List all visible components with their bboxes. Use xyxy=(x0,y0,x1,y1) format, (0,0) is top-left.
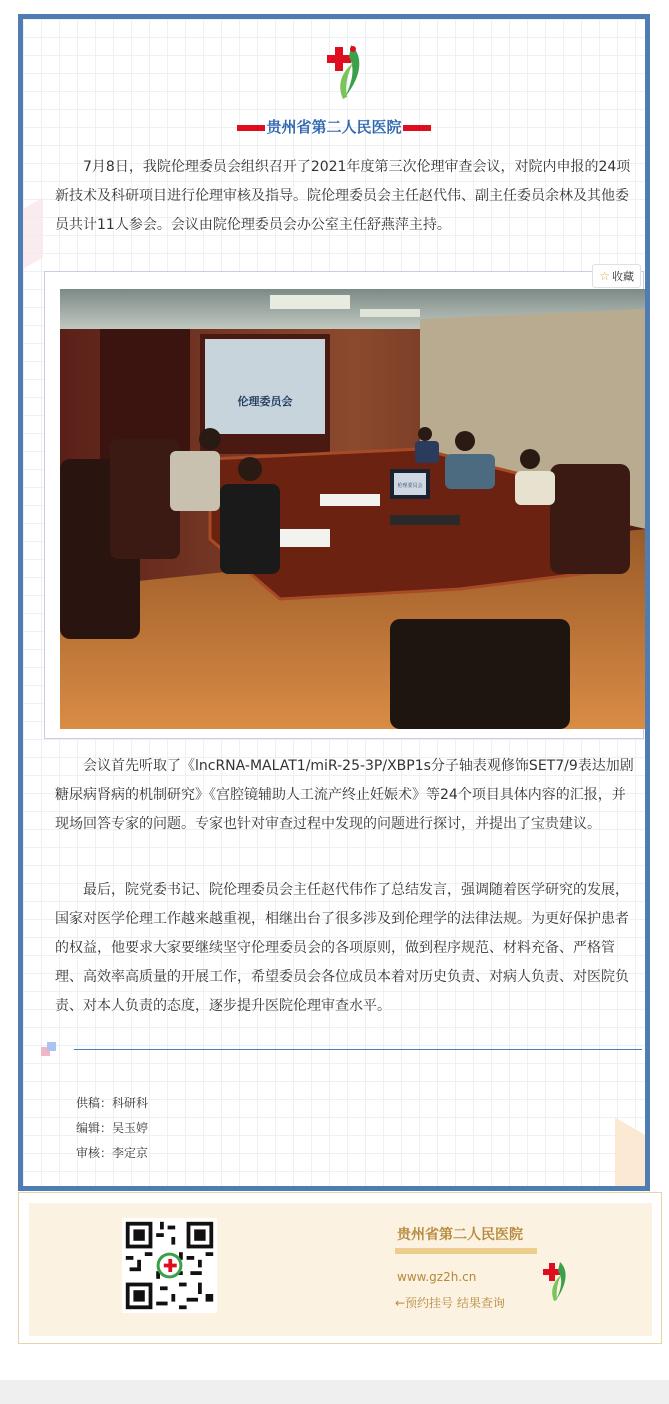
title-row xyxy=(23,117,645,137)
article-paragraph-3: 最后，院党委书记、院伦理委员会主任赵代伟作了总结发言，强调随着医学研究的发展，国家对医学伦理工作越来越重视，相继出台了很多涉及到伦理学的法律法规。为更好保护患者的权益，他要求大家要继续坚守伦理委员会的各项原则，做到程序规范、材料充备、严格管理、高效率高质量的开展工作，希望委员会各位成员本着对历史负责、对病人负责、对医院负责、对本人负责的态度，逐步提升医院伦理审查水平。 xyxy=(55,882,629,1014)
favorite-button[interactable] xyxy=(592,264,641,288)
article-card xyxy=(18,14,650,1191)
footer-links[interactable]: ←预约挂号 结果查询 xyxy=(395,1296,505,1310)
title-bar-left xyxy=(237,125,265,131)
page-bottom-bar xyxy=(0,1380,669,1404)
credit-reviewer: 审核：李定京 xyxy=(76,1146,149,1160)
photo-container xyxy=(44,271,644,739)
screen-text: 伦理委员会 xyxy=(237,395,293,408)
decorative-shape xyxy=(615,1117,650,1191)
projector-screen xyxy=(205,339,325,434)
hospital-logo-icon xyxy=(541,1259,569,1303)
star-icon: ☆ xyxy=(599,269,610,283)
divider-line xyxy=(74,1049,642,1050)
qr-code[interactable] xyxy=(122,1218,217,1313)
footer-underline xyxy=(395,1248,537,1254)
footer-website[interactable]: www.gz2h.cn xyxy=(397,1270,477,1284)
section-divider xyxy=(41,1041,641,1061)
footer-inner xyxy=(29,1203,652,1336)
divider-square xyxy=(47,1042,56,1051)
footer-card xyxy=(18,1192,662,1344)
favorite-label: 收藏 xyxy=(612,270,634,283)
article-paragraph-1: 7月8日，我院伦理委员会组织召开了2021年度第三次伦理审查会议，对院内申报的24项新技术及科研项目进行伦理审核及指导。院伦理委员会主任赵代伟、副主任委员余林及其他委员共计11人参会。会议由院伦理委员会办公室主任舒燕萍主持。 xyxy=(55,159,631,233)
article-paragraph-2: 会议首先听取了《lncRNA-MALAT1/miR-25-3P/XBP1s分子轴表观修饰SET7/9表达加剧糖尿病肾病的机制研究》《宫腔镜辅助人工流产终止妊娠术》等24个项目具体内容的汇报，并现场回答专家的问题。专家也针对审查过程中发现的问题进行探讨，并提出了宝贵建议。 xyxy=(55,758,634,832)
meeting-photo xyxy=(60,289,646,729)
footer-hospital-name: 贵州省第二人民医院 xyxy=(397,1227,523,1243)
monitor-text: 伦理委员会 xyxy=(397,483,423,489)
decorative-shape xyxy=(18,197,43,280)
credit-editor: 编辑：吴玉婷 xyxy=(76,1121,149,1135)
hospital-title: 贵州省第二人民医院 xyxy=(266,118,402,136)
title-bar-right xyxy=(403,125,431,131)
credit-contributor: 供稿：科研科 xyxy=(76,1096,149,1110)
hospital-logo-icon xyxy=(323,41,365,101)
